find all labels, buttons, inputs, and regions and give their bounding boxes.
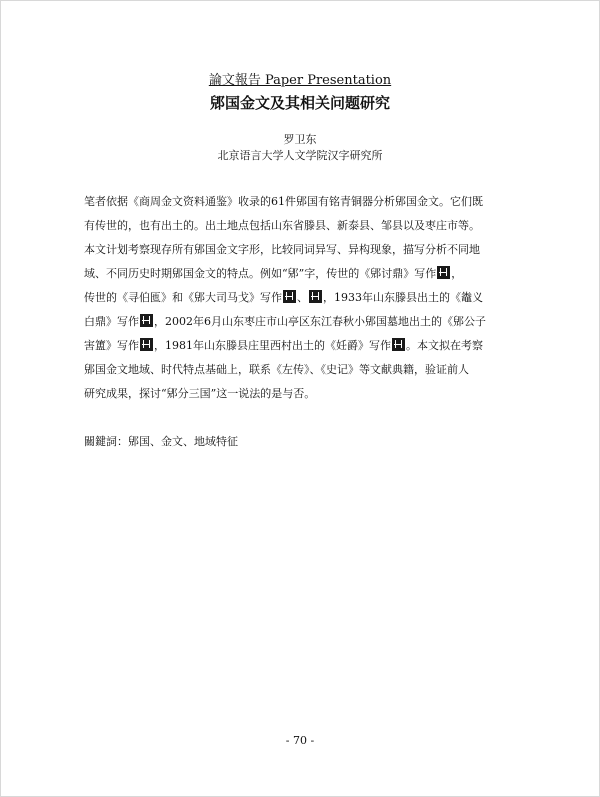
abstract — [84, 190, 516, 406]
author-affiliation: 北京语言大学人文学院汉字研究所 — [217, 149, 383, 162]
paper-title: 郳国金文及其相关问题研究 — [209, 94, 390, 112]
abstract-line: 域、不同历史时期郳国金文的特点。例如“郳”字，传世的《郳讨鼎》写作 ， — [84, 267, 463, 280]
author-name: 罗卫东 — [283, 133, 317, 146]
abstract-line: 本文计划考察现存所有郳国金文字形，比较同词异写、异构现象，描写分析不同地 — [84, 243, 480, 256]
abstract-line: 研究成果，探讨“郳分三国”这一说法的是与否。 — [84, 387, 316, 400]
bronze-inscription-glyph-icon — [283, 290, 296, 303]
abstract-line: 害簠》写作 ，1981年山东滕县庄里西村出土的《妊爵》写作 。本文拟在考察 — [84, 339, 483, 352]
page-number: - 70 - — [285, 734, 315, 747]
abstract-line: 笔者依据《商周金文资料通鉴》收录的61件郳国有铭青铜器分析郳国金文。它们既 — [84, 195, 483, 208]
bronze-inscription-glyph-icon — [140, 314, 153, 327]
abstract-line: 白鼎》写作 ，2002年6月山东枣庄市山亭区东江春秋小郳国墓地出土的《郳公子 — [84, 315, 486, 328]
keywords: 關鍵詞：郳国、金文、地域特征 — [84, 435, 238, 448]
bronze-inscription-glyph-icon — [392, 338, 405, 351]
bronze-inscription-glyph-icon — [437, 266, 450, 279]
section-label: 論文報告 Paper Presentation — [208, 73, 392, 88]
bronze-inscription-glyph-icon — [140, 338, 153, 351]
abstract-line: 有传世的，也有出土的。出土地点包括山东省滕县、新泰县、邹县以及枣庄市等。 — [84, 219, 480, 232]
abstract-line: 传世的《寻伯匜》和《郳大司马戈》写作 、 ，1933年山东滕县出土的《鼄义 — [84, 291, 483, 304]
abstract-line: 郳国金文地域、时代特点基础上，联系《左传》、《史记》等文献典籍，验证前人 — [84, 363, 469, 376]
bronze-inscription-glyph-icon — [309, 290, 322, 303]
